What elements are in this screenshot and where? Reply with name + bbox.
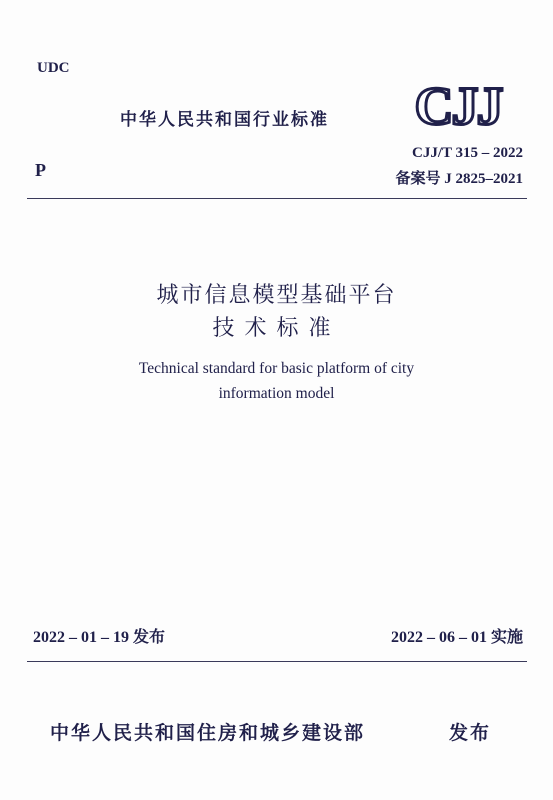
bottom-divider <box>27 661 527 662</box>
cjj-logo <box>406 78 510 132</box>
udc-label: UDC <box>37 60 70 76</box>
english-title-line1: Technical standard for basic platform of city <box>138 360 415 377</box>
chinese-subtitle: 技术标准 <box>212 316 341 341</box>
chinese-title: 城市信息模型基础平台 <box>156 283 397 308</box>
implementation-date: 2022 – 06 – 01 实施 <box>390 629 523 646</box>
record-number: 备案号 J 2825–2021 <box>395 171 523 187</box>
top-divider <box>27 198 527 199</box>
english-title-line2: information model <box>218 385 335 402</box>
issue-date: 2022 – 01 – 19 发布 <box>33 629 166 646</box>
standard-code: CJJ/T 315 – 2022 <box>412 145 523 161</box>
publisher-name: 中华人民共和国住房和城乡建设部 <box>50 722 366 744</box>
publish-label: 发布 <box>448 722 491 744</box>
industry-standard-label: 中华人民共和国行业标准 <box>120 110 329 130</box>
category-label: P <box>35 160 46 180</box>
cjj-logo-text: CJJ <box>414 78 502 132</box>
